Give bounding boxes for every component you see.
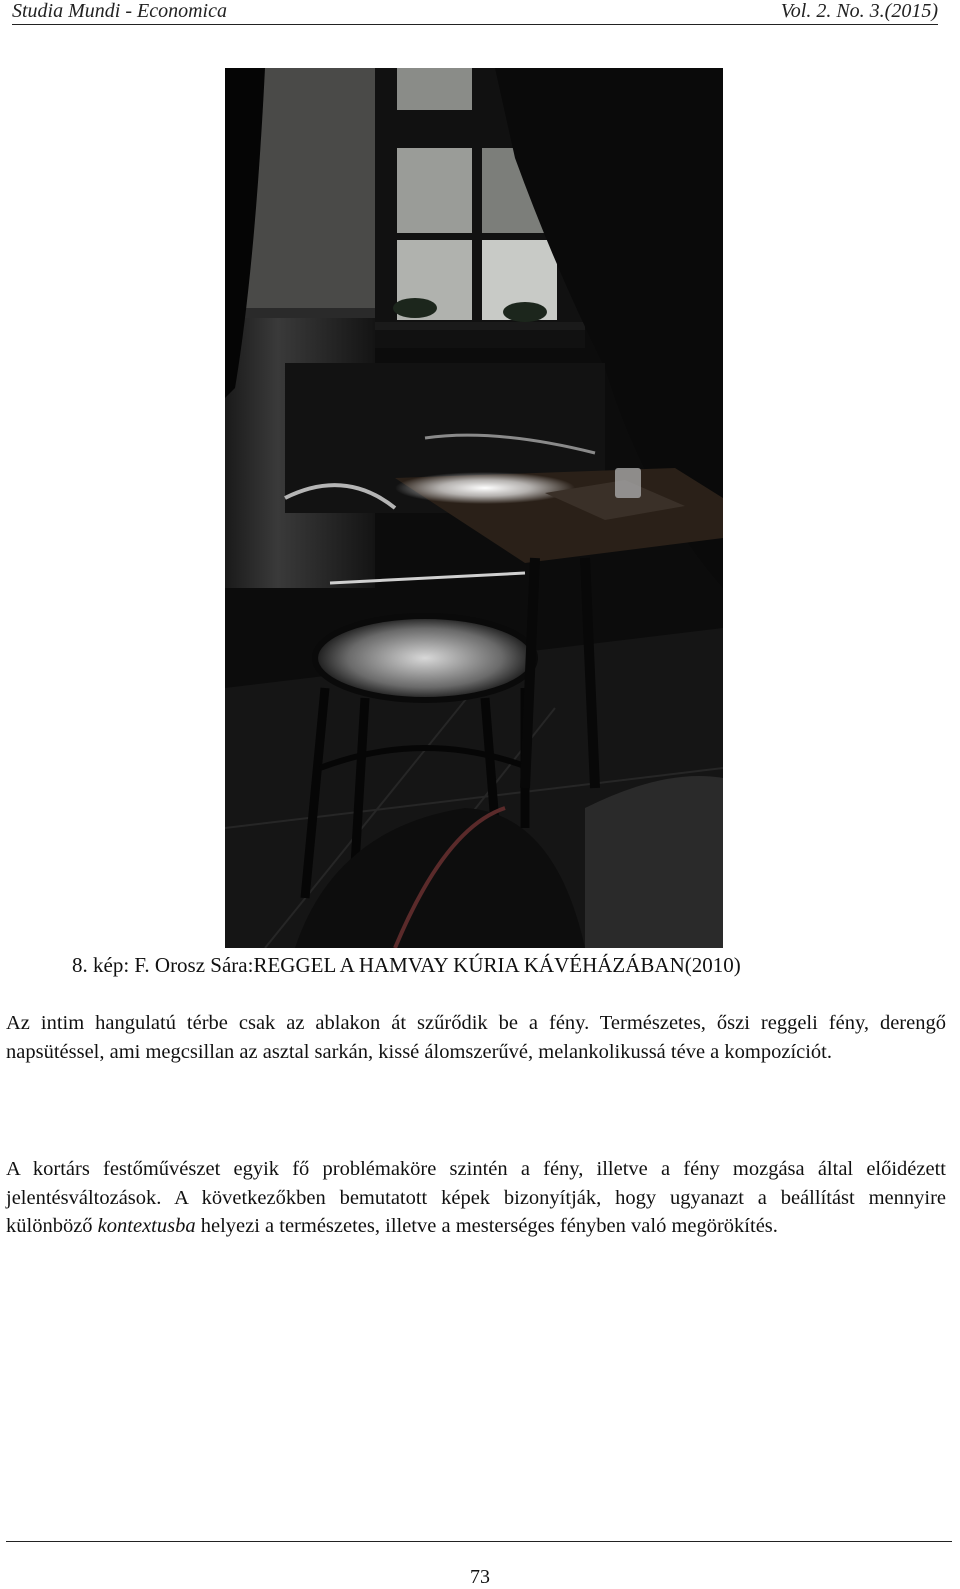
footer-divider	[6, 1541, 952, 1542]
paragraph-2-start: A kortárs festőművészet egyik fő problémaköre szintén a fény, illetve a fény mozgása által előidézett jelentésváltozások. A következőkben bemutatott képek bizonyítják, hogy ugyanazt a beállítást mennyire különböző	[6, 1158, 946, 1237]
paragraph-2-italic: kontextusba	[97, 1215, 196, 1237]
figure-caption: 8. kép: F. Orosz Sára:REGGEL A HAMVAY KÚRIA KÁVÉHÁZÁBAN(2010)	[72, 953, 741, 977]
journal-title: Studia Mundi - Economica	[12, 0, 227, 22]
page-number: 73	[470, 1566, 490, 1588]
running-header	[12, 0, 938, 25]
volume-info: Vol. 2. No. 3.(2015)	[780, 0, 938, 22]
paragraph-2-end: helyezi a természetes, illetve a mesterséges fényben való megörökítés.	[195, 1215, 778, 1237]
paragraph-2	[6, 1155, 946, 1241]
paragraph-1: Az intim hangulatú térbe csak az ablakon át szűrődik be a fény. Természetes, őszi reggeli fény, derengő napsütéssel, ami megcsillan az asztal sarkán, kissé álomszerűvé, melankolikussá téve a kompozíciót.	[6, 1012, 946, 1063]
cafe-photo	[225, 68, 723, 948]
